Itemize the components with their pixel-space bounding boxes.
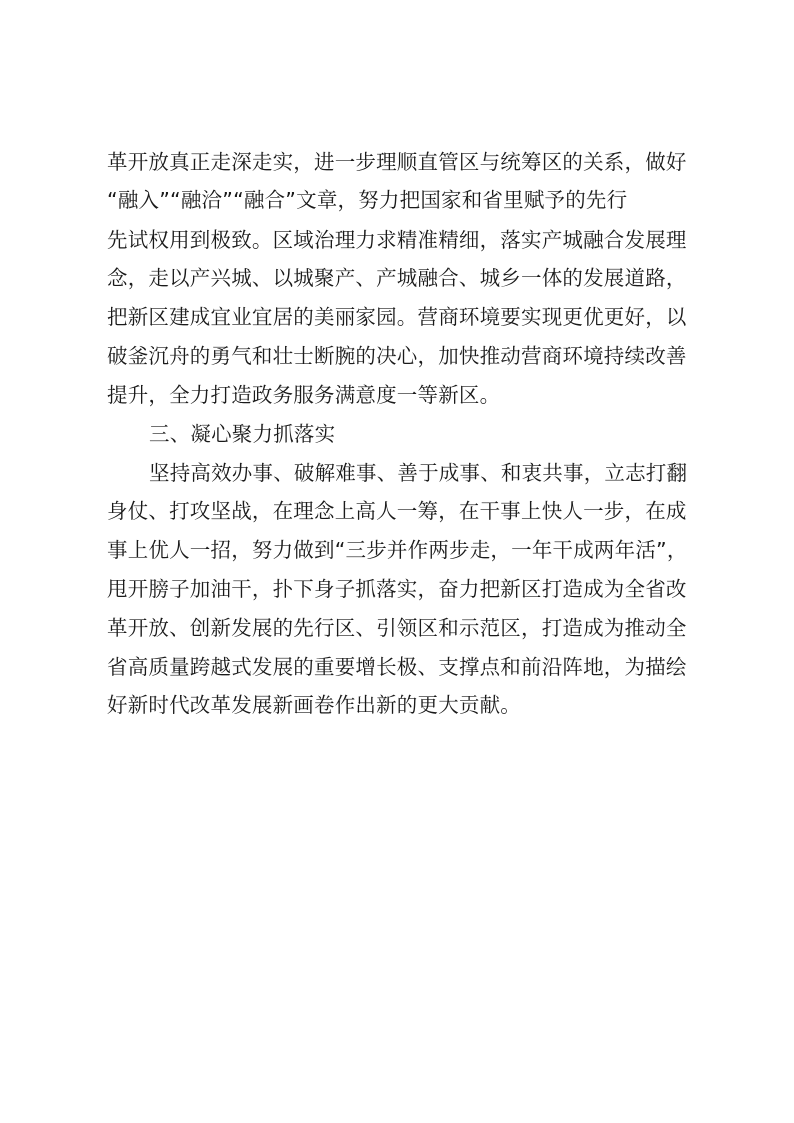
section-heading: 三、凝心聚力抓落实 <box>149 422 336 446</box>
paragraph-line: 念，走以产兴城、以城聚产、产城融合、城乡一体的发展道路， <box>107 266 687 290</box>
paragraph-line: 省高质量跨越式发展的重要增长极、支撑点和前沿阵地，为描绘 <box>107 655 687 679</box>
paragraph-line: 先试权用到极致。区域治理力求精准精细，落实产城融合发展理 <box>107 228 687 252</box>
paragraph-line: 革开放、创新发展的先行区、引领区和示范区，打造成为推动全 <box>107 616 687 640</box>
paragraph-line: 事上优人一招，努力做到“三步并作两步走，一年干成两年活”， <box>107 538 688 562</box>
paragraph-line: 革开放真正走深走实，进一步理顺直管区与统筹区的关系，做好 <box>107 150 687 174</box>
paragraph-line: 破釜沉舟的勇气和壮士断腕的决心，加快推动营商环境持续改善 <box>107 344 687 368</box>
paragraph-line: 提升，全力打造政务服务满意度一等新区。 <box>107 383 501 407</box>
paragraph-line: 坚持高效办事、破解难事、善于成事、和衷共事，立志打翻 <box>149 461 688 485</box>
paragraph-line: 好新时代改革发展新画卷作出新的更大贡献。 <box>107 693 521 717</box>
paragraph-line: 身仗、打攻坚战，在理念上高人一筹，在干事上快人一步，在成 <box>107 499 687 523</box>
paragraph-line: 把新区建成宜业宜居的美丽家园。营商环境要实现更优更好，以 <box>107 305 687 329</box>
paragraph-line: 甩开膀子加油干，扑下身子抓落实，奋力把新区打造成为全省改 <box>107 577 687 601</box>
paragraph-line: “融入”“融洽”“融合”文章，努力把国家和省里赋予的先行 <box>107 188 628 212</box>
